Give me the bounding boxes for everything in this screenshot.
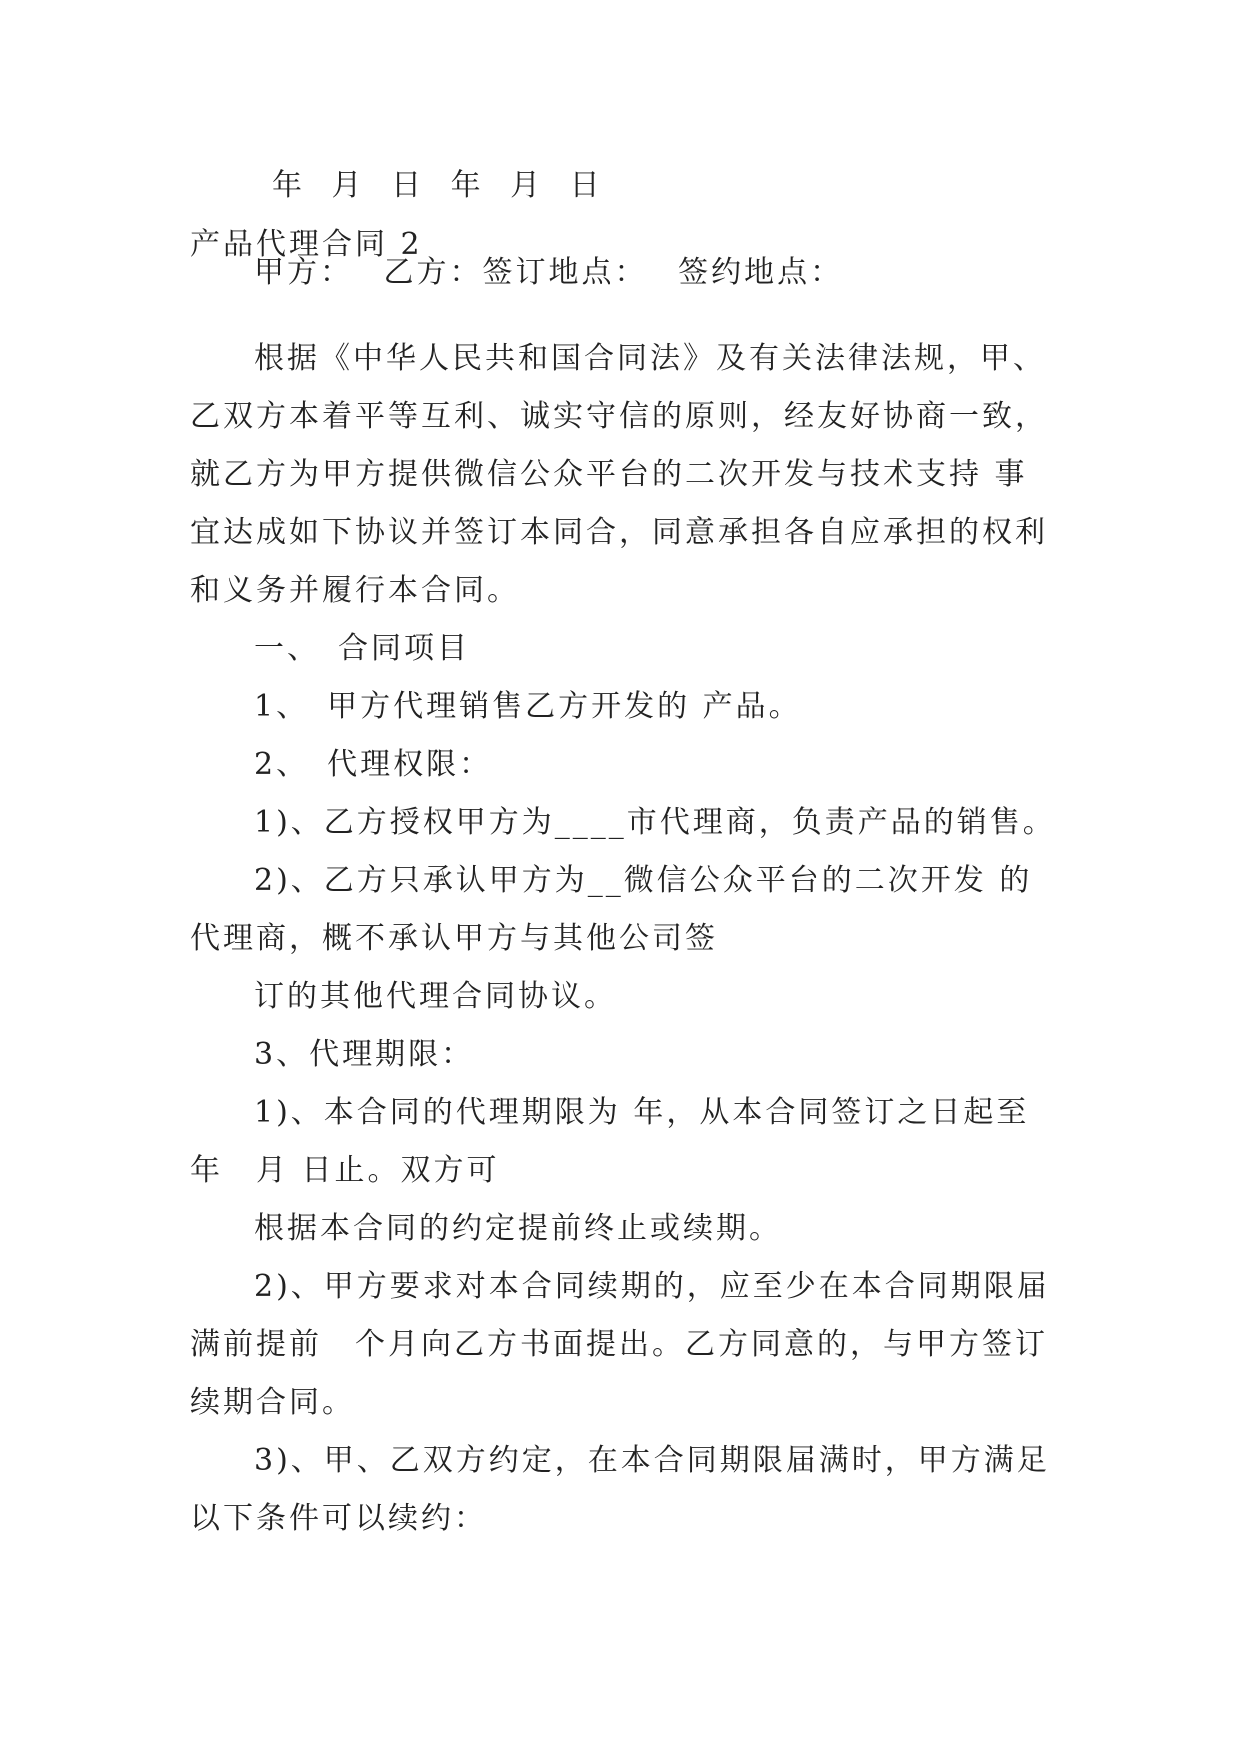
clause-line: 1)、本合同的代理期限为 年，从本合同签订之日起至 [254, 1095, 1030, 1130]
paragraph-line: 乙双方本着平等互利、诚实守信的原则，经友好协商一致， [190, 399, 1048, 434]
clause-line: 根据本合同的约定提前终止或续期。 [254, 1211, 782, 1246]
section-heading: 一、 合同项目 [254, 631, 470, 666]
paragraph-line: 根据《中华人民共和国合同法》及有关法律法规，甲、 [254, 341, 1046, 376]
clause-line: 1)、乙方授权甲方为____市代理商，负责产品的销售。 [254, 805, 1056, 840]
clause-line: 3)、甲、乙双方约定，在本合同期限届满时，甲方满足 [254, 1443, 1050, 1478]
parties-line: 甲方： 乙方：签订地点： 签约地点： [254, 255, 844, 290]
paragraph-line: 就乙方为甲方提供微信公众平台的二次开发与技术支持 事 [190, 457, 1028, 492]
clause-line: 代理商，概不承认甲方与其他公司签 [190, 921, 718, 956]
clause-line: 2、 代理权限： [254, 747, 493, 782]
clause-line: 以下条件可以续约： [190, 1501, 487, 1536]
paragraph-line: 宜达成如下协议并签订本同合，同意承担各自应承担的权利 [190, 515, 1048, 550]
clause-line: 2)、乙方只承认甲方为__微信公众平台的二次开发 的 [254, 863, 1033, 898]
date-line: 年 月 日 年 月 日 [272, 168, 610, 203]
clause-line: 订的其他代理合同协议。 [254, 979, 617, 1014]
contract-title: 产品代理合同 2 [190, 227, 423, 262]
clause-line: 年 月 日止。双方可 [190, 1153, 500, 1188]
clause-line: 3、代理期限： [254, 1037, 475, 1072]
clause-line: 满前提前 个月向乙方书面提出。乙方同意的，与甲方签订 [190, 1327, 1048, 1362]
paragraph-line: 和义务并履行本合同。 [190, 573, 520, 608]
clause-line: 续期合同。 [190, 1385, 355, 1420]
clause-line: 1、 甲方代理销售乙方开发的 产品。 [254, 689, 802, 724]
clause-line: 2)、甲方要求对本合同续期的，应至少在本合同期限届 [254, 1269, 1050, 1304]
